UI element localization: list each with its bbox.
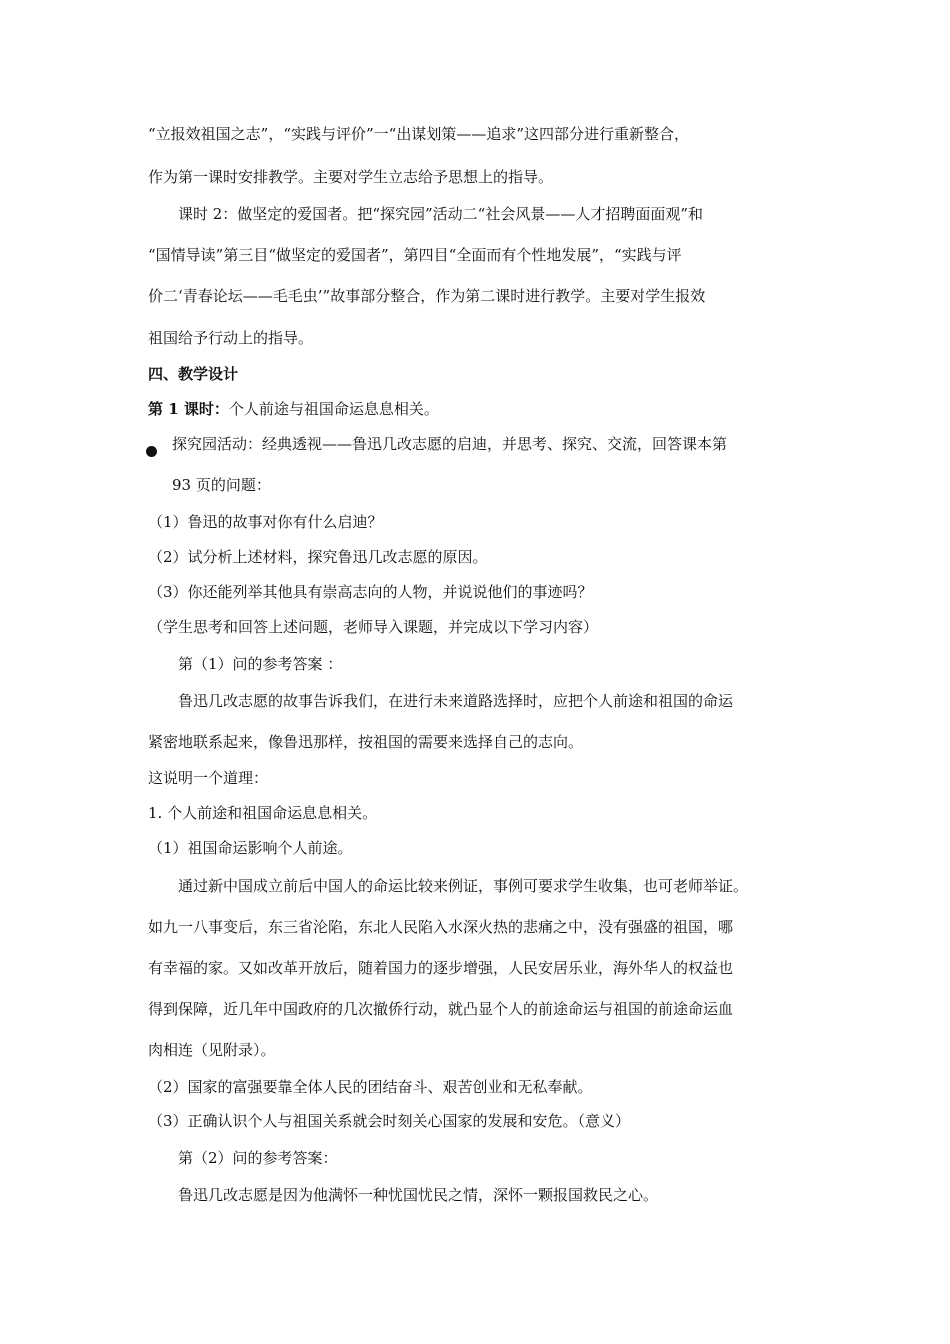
answer-heading: 第（1）问的参考答案 ： bbox=[178, 655, 343, 673]
section-heading: 四、教学设计 bbox=[148, 365, 239, 383]
question-item: （3）你还能列举其他具有崇高志向的人物，并说说他们的事迹吗？ bbox=[148, 583, 593, 601]
answer-heading: 第（2）问的参考答案： bbox=[178, 1149, 338, 1167]
lesson-title bbox=[148, 402, 439, 417]
text-line: 祖国给予行动上的指导。 bbox=[148, 329, 314, 347]
text-line: 鲁迅几改志愿的故事告诉我们，在进行未来道路选择时，应把个人前途和祖国的命运 bbox=[178, 692, 734, 710]
text-line: 鲁迅几改志愿是因为他满怀一种忧国忧民之情，深怀一颗报国救民之心。 bbox=[178, 1186, 659, 1204]
text-line: 紧密地联系起来，像鲁迅那样，按祖国的需要来选择自己的志向。 bbox=[148, 733, 584, 751]
text-line: 价二‘青春论坛——毛毛虫’”故事部分整合，作为第二课时进行教学。主要对学生报效 bbox=[148, 287, 706, 305]
numbered-point: 1. 个人前途和祖国命运息息相关。 bbox=[148, 804, 378, 822]
text-line: 这说明一个道理： bbox=[148, 769, 269, 787]
text-line: 得到保障，近几年中国政府的几次撤侨行动，就凸显个人的前途命运与祖国的前途命运血 bbox=[148, 1000, 734, 1018]
text-line: “国情导读”第三目“做坚定的爱国者”，第四目“全面而有个性地发展”，“实践与评 bbox=[148, 246, 682, 264]
lesson-label: 第 1 课时： bbox=[148, 400, 229, 418]
question-item: （1）鲁迅的故事对你有什么启迪？ bbox=[148, 513, 383, 531]
text-line: 作为第一课时安排教学。主要对学生立志给予思想上的指导。 bbox=[148, 168, 554, 186]
question-item: （2）试分析上述材料，探究鲁迅几改志愿的原因。 bbox=[148, 548, 488, 566]
bullet-text: 探究园活动：经典透视——鲁迅几改志愿的启迪，并思考、探究、交流，回答课本第 bbox=[172, 435, 728, 453]
text-line: （学生思考和回答上述问题，老师导入课题，并完成以下学习内容） bbox=[148, 618, 599, 636]
text-line: 通过新中国成立前后中国人的命运比较来例证，事例可要求学生收集，也可老师举证。 bbox=[178, 877, 749, 895]
lesson-topic: 个人前途与祖国命运息息相关。 bbox=[228, 400, 439, 418]
sub-point: （2）国家的富强要靠全体人民的团结奋斗、艰苦创业和无私奉献。 bbox=[148, 1078, 593, 1096]
sub-point: （1）祖国命运影响个人前途。 bbox=[148, 839, 353, 857]
bullet-icon bbox=[146, 446, 157, 457]
sub-point: （3）正确认识个人与祖国关系就会时刻关心国家的发展和安危。（意义） bbox=[148, 1112, 631, 1130]
text-line: 93 页的问题： bbox=[172, 476, 271, 494]
text-line: “立报效祖国之志”，“实践与评价”一“出谋划策——追求”这四部分进行重新整合， bbox=[148, 125, 690, 143]
text-line: 肉相连（见附录）。 bbox=[148, 1041, 276, 1059]
text-line: 有幸福的家。又如改革开放后，随着国力的逐步增强，人民安居乐业，海外华人的权益也 bbox=[148, 959, 734, 977]
text-line: 如九一八事变后，东三省沦陷，东北人民陷入水深火热的悲痛之中，没有强盛的祖国，哪 bbox=[148, 918, 734, 936]
text-line: 课时 2：做坚定的爱国者。把“探究园”活动二“社会风景——人才招聘面面观”和 bbox=[178, 205, 703, 223]
